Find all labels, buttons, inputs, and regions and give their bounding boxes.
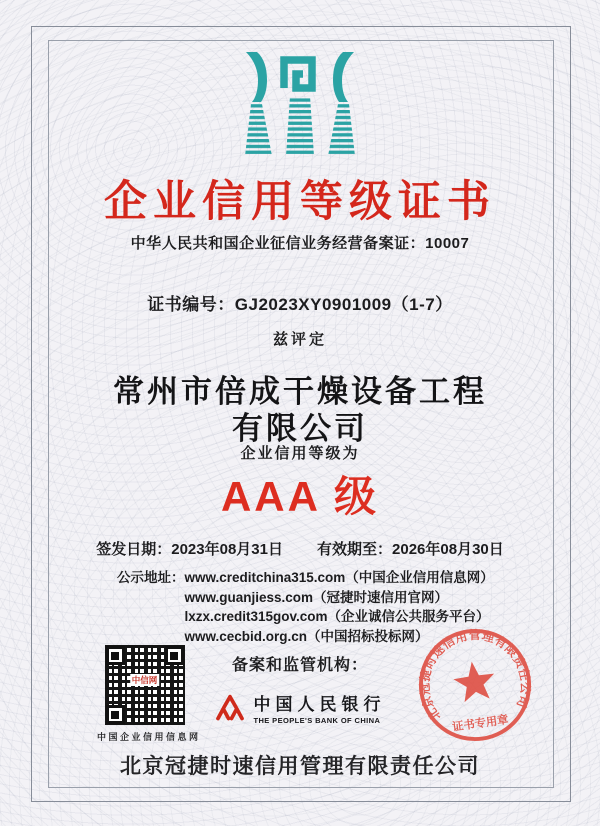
certificate-title: 企业信用等级证书: [104, 178, 496, 226]
seal-star-icon: [451, 659, 497, 703]
publication-url: www.guanjiess.com（冠捷时速信用官网）: [184, 589, 449, 605]
seal-ring-text: 北京冠捷时速信用管理有限责任公司: [417, 628, 533, 724]
company-name-line1: 常州市倍成干燥设备工程: [113, 374, 487, 409]
issue-date-label: 签发日期：: [96, 541, 172, 558]
grade-caption: 企业信用等级为: [240, 445, 360, 462]
publication-url: lxzx.credit315gov.com（企业诚信公共服务平台）: [184, 609, 490, 624]
pboc-name-cn: 中国人民银行: [253, 695, 386, 714]
herein-assessed-text: 兹评定: [272, 331, 327, 348]
regulator-label: 备案和监管机构：: [231, 657, 368, 674]
pboc-name-en: THE PEOPLE'S BANK OF CHINA: [253, 716, 381, 725]
certificate-number-label: 证书编号：: [147, 295, 235, 314]
certificate-number-value: GJ2023XY0901009（1-7）: [234, 295, 453, 314]
validity-dates-line: [0, 538, 600, 559]
issuer-company-name: 北京冠捷时速信用管理有限责任公司: [120, 755, 480, 778]
company-seal: [416, 626, 534, 744]
company-name-line2: 有限公司: [232, 411, 368, 446]
gh-monogram-logo: [244, 52, 356, 158]
publication-label: 公示地址：: [117, 570, 185, 585]
certificate-number-line: [0, 290, 600, 315]
filing-number-subtitle: 中华人民共和国企业征信业务经营备案证：10007: [130, 235, 470, 252]
publication-url: www.cecbid.org.cn（中国招标投标网）: [184, 628, 429, 644]
qr-caption: 中国企业信用信息网: [97, 732, 201, 742]
pboc-emblem-icon: [215, 693, 245, 723]
seal-bottom-text: 证书专用章: [451, 714, 510, 734]
grade-value: AAA 级: [220, 473, 380, 520]
publication-url: www.creditchina315.com（中国企业信用信息网）: [184, 570, 494, 585]
qr-center-logo: 中信网: [131, 675, 158, 686]
valid-until-value: 2026年08月30日: [392, 541, 504, 558]
issue-date-value: 2023年08月31日: [171, 541, 283, 558]
valid-until-label: 有效期至：: [317, 541, 393, 558]
